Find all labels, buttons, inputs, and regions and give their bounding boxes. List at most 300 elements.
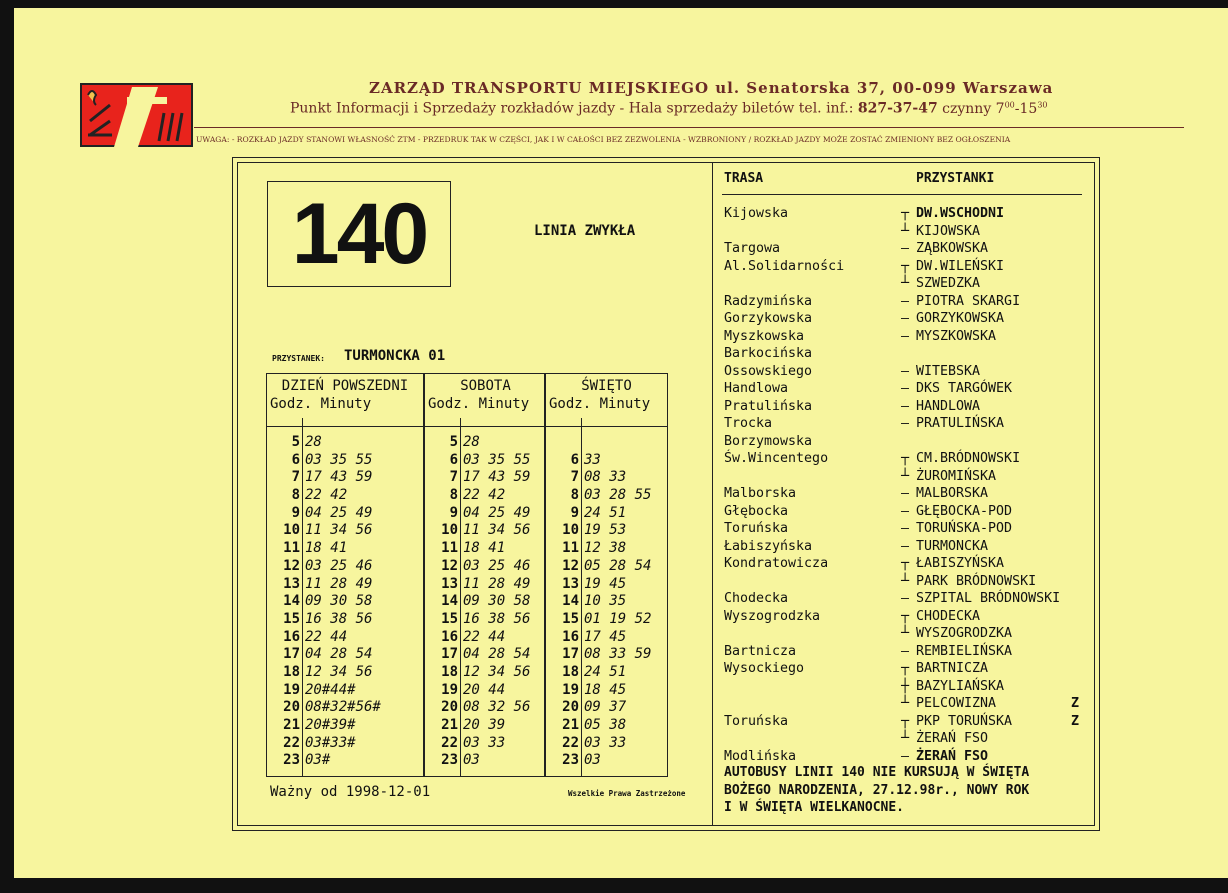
route-row (714, 625, 1094, 643)
route-row (714, 643, 1094, 661)
line-number: 140 (291, 186, 427, 282)
departure-hour: 5 (449, 434, 458, 450)
route-stop: ŻERAŃ FSO (916, 731, 989, 746)
departure-hour: 19 (441, 681, 458, 698)
route-connector: – (900, 486, 909, 501)
route-stop: BARTNICZA (916, 661, 989, 676)
route-connector: – (900, 748, 909, 764)
departure-minutes: 03# (305, 752, 331, 769)
departure-minutes: 03 35 55 (463, 451, 531, 468)
route-stop: DKS TARGÓWEK (916, 381, 1013, 396)
column-subtitle: Godz. Minuty (428, 396, 530, 412)
departure-minutes: 03 28 55 (584, 487, 652, 504)
route-connector: ┴ (900, 731, 909, 746)
stops-header: PRZYSTANKI (916, 171, 995, 186)
departure-hour: 19 (562, 681, 579, 698)
departure-row (425, 540, 546, 558)
departure-minutes: 18 45 (584, 681, 627, 698)
route-connector: ┬ (900, 608, 909, 624)
departure-minutes: 33 (584, 451, 601, 468)
departure-row (425, 735, 546, 753)
departure-hour: 17 (441, 646, 458, 663)
departure-hour: 6 (570, 451, 579, 468)
column-subtitle: Godz. Minuty (549, 396, 651, 412)
weekday-column (267, 374, 423, 776)
route-stop: SZWEDZKA (916, 276, 981, 291)
departure-minutes: 18 41 (463, 540, 506, 557)
route-stop: PKP TORUŃSKA (916, 713, 1013, 729)
column-subtitle: Godz. Minuty (270, 396, 372, 412)
route-row (714, 555, 1094, 573)
route-street: Targowa (724, 241, 781, 256)
departure-hour: 14 (441, 593, 458, 610)
route-stop: REMBIELIŃSKA (916, 643, 1013, 659)
route-street: Wyszogrodzka (724, 608, 821, 624)
departure-minutes: 04 28 54 (463, 646, 531, 663)
departure-hour: 16 (441, 628, 458, 645)
departure-minutes: 05 38 (584, 717, 627, 733)
departure-hour: 12 (283, 557, 300, 574)
saturday-column (423, 374, 546, 776)
route-connector: – (900, 521, 909, 536)
departure-minutes: 22 44 (463, 628, 506, 645)
departure-minutes: 03 33 (463, 734, 506, 751)
route-street: Myszkowska (724, 328, 805, 344)
departure-row (425, 576, 546, 594)
route-row (714, 450, 1094, 468)
route-street: Św.Wincentego (724, 451, 829, 466)
route-row (714, 748, 1094, 766)
departure-row (267, 664, 423, 682)
departure-rows (267, 434, 423, 770)
departure-hour: 18 (441, 663, 458, 680)
organisation-header: ZARZĄD TRANSPORTU MIEJSKIEGO ul. Senatorska 37, 00-099 Warszawa (369, 79, 1054, 97)
departure-row (425, 629, 546, 647)
route-connector: ┬ (900, 451, 909, 466)
route-row (714, 520, 1094, 538)
route-stop: SZPITAL BRÓDNOWSKI (916, 591, 1061, 606)
departure-minutes: 19 53 (584, 522, 627, 539)
departure-minutes: 03 25 46 (463, 557, 531, 574)
departure-hour: 10 (562, 522, 579, 539)
route-row (714, 310, 1094, 328)
departure-minutes: 04 28 54 (305, 646, 373, 663)
route-stop: TURMONCKA (916, 538, 989, 554)
departure-row (425, 717, 546, 735)
departure-row (267, 593, 423, 611)
departure-minutes: 20 44 (463, 681, 506, 698)
departure-row (425, 611, 546, 629)
departure-row (267, 540, 423, 558)
departure-minutes: 28 (305, 434, 322, 450)
departure-row (267, 505, 423, 523)
departure-hour: 13 (562, 575, 579, 592)
departure-row (546, 505, 667, 523)
departure-row (546, 699, 667, 717)
route-stop: GORZYKOWSKA (916, 311, 1005, 326)
departure-hour: 13 (283, 575, 300, 592)
line-type: LINIA ZWYKŁA (534, 223, 636, 239)
header-divider (194, 127, 1184, 128)
route-street: Chodecka (724, 591, 789, 606)
departure-minutes: 20#44# (305, 681, 356, 698)
route-panel (714, 163, 1094, 825)
departure-row (425, 558, 546, 576)
route-stop: TORUŃSKA-POD (916, 521, 1013, 536)
departure-row (546, 558, 667, 576)
route-connector: ┼ (900, 678, 909, 694)
route-row (714, 398, 1094, 416)
column-title: DZIEŃ POWSZEDNI (281, 378, 409, 394)
route-connector: – (900, 643, 909, 659)
departure-hour: 14 (562, 593, 579, 610)
service-note-line: BOŻEGO NARODZENIA, 27.12.98r., NOWY ROK (724, 782, 1030, 798)
departure-minutes: 08 33 (584, 469, 627, 486)
departure-rows (425, 434, 546, 770)
route-row (714, 223, 1094, 241)
departure-minutes: 17 43 59 (463, 469, 531, 486)
route-row (714, 240, 1094, 258)
route-stop: DW.WSCHODNI (916, 206, 1005, 221)
route-row (714, 485, 1094, 503)
route-row (714, 678, 1094, 696)
departure-minutes: 22 42 (463, 487, 506, 504)
departure-hour: 22 (562, 734, 579, 751)
departure-minutes: 08#32#56# (305, 699, 381, 716)
departure-minutes: 09 30 58 (305, 593, 373, 610)
departure-row (546, 522, 667, 540)
route-row (714, 363, 1094, 381)
departure-row (425, 469, 546, 487)
departure-row (546, 487, 667, 505)
route-stop: WITEBSKA (916, 363, 981, 379)
departure-minutes: 03 (463, 752, 480, 769)
route-stop: KIJOWSKA (916, 223, 981, 239)
route-row (714, 538, 1094, 556)
departure-row (425, 646, 546, 664)
departure-row (546, 469, 667, 487)
departure-minutes: 12 38 (584, 540, 627, 557)
departure-row (546, 434, 667, 452)
departure-row (267, 611, 423, 629)
route-row (714, 433, 1094, 451)
departure-row (267, 434, 423, 452)
departure-row (267, 576, 423, 594)
rights-reserved: Wszelkie Prawa Zastrzeżone (568, 789, 686, 798)
departure-minutes: 20 39 (463, 717, 506, 733)
departure-row (546, 717, 667, 735)
departure-hour: 11 (562, 540, 579, 557)
line-number-box (267, 181, 451, 287)
route-row (714, 380, 1094, 398)
route-row (714, 293, 1094, 311)
departure-minutes: 05 28 54 (584, 557, 652, 574)
departures-panel (238, 163, 713, 825)
route-street: Łabiszyńska (724, 538, 813, 554)
route-connector: ┬ (900, 713, 909, 729)
route-street: Trocka (724, 416, 773, 431)
departure-row (267, 558, 423, 576)
route-stop: ZĄBKOWSKA (916, 241, 989, 256)
departure-row (267, 699, 423, 717)
route-stop: PIOTRA SKARGI (916, 293, 1021, 309)
departure-hour: 23 (283, 752, 300, 769)
departure-hour: 6 (291, 451, 300, 468)
departure-minutes: 18 41 (305, 540, 348, 557)
route-street: Malborska (724, 486, 797, 501)
departure-hour: 19 (283, 681, 300, 698)
departure-minutes: 12 34 56 (463, 663, 531, 680)
departure-minutes: 16 38 56 (463, 610, 531, 627)
departure-row (425, 434, 546, 452)
route-stop: HANDLOWA (916, 398, 981, 414)
departure-minutes: 08 33 59 (584, 646, 652, 663)
departure-minutes: 11 28 49 (305, 575, 373, 592)
departure-row (425, 452, 546, 470)
route-stop: DW.WILEŃSKI (916, 258, 1005, 274)
route-connector: ┴ (900, 223, 909, 239)
route-stop: WYSZOGRODZKA (916, 626, 1013, 641)
route-connector: ┬ (900, 258, 909, 274)
route-row (714, 695, 1094, 713)
departure-minutes: 16 38 56 (305, 610, 373, 627)
departure-minutes: 03 (584, 752, 601, 769)
route-row (714, 258, 1094, 276)
route-street: Kijowska (724, 206, 789, 221)
departure-row (267, 487, 423, 505)
departure-hour: 8 (449, 487, 458, 504)
departure-row (425, 487, 546, 505)
departure-hour: 6 (449, 451, 458, 468)
departure-row (546, 540, 667, 558)
departure-row (546, 629, 667, 647)
departure-minutes: 04 25 49 (463, 504, 531, 521)
route-connector: ┴ (900, 626, 909, 641)
route-stop: CHODECKA (916, 608, 981, 624)
departure-hour: 8 (291, 487, 300, 504)
route-connector: – (900, 328, 909, 344)
departure-hour: 9 (291, 504, 300, 521)
route-connector: – (900, 293, 909, 309)
route-stop: CM.BRÓDNOWSKI (916, 451, 1021, 466)
route-divider (722, 194, 1082, 195)
departure-minutes: 11 34 56 (305, 522, 373, 539)
departure-hour: 11 (441, 540, 458, 557)
holiday-column (544, 374, 667, 776)
route-stop: MALBORSKA (916, 486, 989, 501)
route-street: Modlińska (724, 748, 797, 764)
departure-hour: 7 (449, 469, 458, 486)
route-row (714, 713, 1094, 731)
departure-hour: 20 (441, 699, 458, 716)
copyright-notice: UWAGA: - ROZKŁAD JAZDY STANOWI WŁASNOŚĆ ZTM - PRZEDRUK TAK W CZĘŚCI, JAK I W CAŁOŚCI BEZ ZEZWOLENIA - WZBRONIONY / ROZKŁAD JAZDY MOŻE ZOSTAĆ ZMIENIONY BEZ OGŁOSZENIA (196, 135, 1011, 144)
valid-from: Ważny od 1998-12-01 (270, 784, 431, 800)
departure-row (425, 664, 546, 682)
departure-row (546, 452, 667, 470)
departure-hour: 10 (283, 522, 300, 539)
info-point-line (290, 100, 1048, 117)
route-stop: ŻUROMIŃSKA (916, 468, 997, 484)
route-row (714, 573, 1094, 591)
departure-row (267, 629, 423, 647)
route-street: Gorzykowska (724, 311, 813, 326)
route-stop: BAZYLIAŃSKA (916, 678, 1005, 694)
departure-row (425, 752, 546, 770)
service-note-line: AUTOBUSY LINII 140 NIE KURSUJĄ W ŚWIĘTA (724, 765, 1030, 780)
route-stop: ŻERAŃ FSO (916, 748, 989, 764)
departure-hour: 10 (441, 522, 458, 539)
route-connector: – (900, 591, 909, 606)
departure-minutes: 22 44 (305, 628, 348, 645)
departure-hour: 16 (283, 628, 300, 645)
route-connector: – (900, 503, 909, 519)
info-phone: 827-37-47 (857, 100, 938, 117)
departure-row (546, 611, 667, 629)
departure-minutes: 09 30 58 (463, 593, 531, 610)
departure-minutes: 01 19 52 (584, 610, 652, 627)
route-street: Bartnicza (724, 643, 797, 659)
route-street: Barkocińska (724, 346, 813, 361)
route-street: Borzymowska (724, 433, 813, 449)
departure-hour: 15 (562, 610, 579, 627)
departure-row (546, 682, 667, 700)
route-street: Toruńska (724, 521, 789, 536)
route-connector: – (900, 241, 909, 256)
departure-row (425, 505, 546, 523)
departure-row (546, 646, 667, 664)
departure-hour: 12 (441, 557, 458, 574)
stop-name: TURMONCKA 01 (344, 348, 446, 364)
departure-row (546, 576, 667, 594)
route-connector: – (900, 381, 909, 396)
route-row (714, 415, 1094, 433)
route-street: Al.Solidarności (724, 258, 845, 274)
departure-minutes: 24 51 (584, 504, 627, 521)
route-stop: PELCOWIZNA (916, 696, 997, 711)
departure-minutes: 17 43 59 (305, 469, 373, 486)
departure-hour: 20 (283, 699, 300, 716)
route-row (714, 730, 1094, 748)
ztm-logo (80, 83, 193, 147)
timetable-frame (232, 157, 1100, 831)
route-connector: ┬ (900, 556, 909, 571)
route-stop: GŁĘBOCKA-POD (916, 503, 1013, 519)
departure-minutes: 11 28 49 (463, 575, 531, 592)
departure-hour: 18 (562, 663, 579, 680)
route-street: Toruńska (724, 713, 789, 729)
departure-rows (546, 434, 667, 770)
route-stop: ŁABISZYŃSKA (916, 556, 1005, 571)
route-stop: PARK BRÓDNOWSKI (916, 573, 1037, 589)
departure-row (267, 469, 423, 487)
departure-hour: 7 (291, 469, 300, 486)
departure-hour: 12 (562, 557, 579, 574)
departure-row (267, 646, 423, 664)
departure-hour: 5 (291, 434, 300, 450)
departure-minutes: 09 37 (584, 699, 627, 716)
route-connector: – (900, 311, 909, 326)
departure-minutes: 12 34 56 (305, 663, 373, 680)
departure-row (546, 752, 667, 770)
departure-minutes: 19 45 (584, 575, 627, 592)
departure-hour: 15 (441, 610, 458, 627)
departure-row (267, 682, 423, 700)
departure-row (267, 735, 423, 753)
departure-minutes: 08 32 56 (463, 699, 531, 716)
departure-hour: 20 (562, 699, 579, 716)
route-connector: – (900, 538, 909, 554)
departure-hour: 8 (570, 487, 579, 504)
route-connector: ┴ (900, 696, 909, 711)
departure-row (425, 522, 546, 540)
route-street: Wysockiego (724, 661, 805, 676)
departure-hour: 23 (562, 752, 579, 769)
route-row (714, 660, 1094, 678)
route-connector: ┬ (900, 661, 909, 676)
route-header: TRASA (724, 171, 764, 186)
opening-hours: czynny $7^{00}-15^{30}$ (942, 100, 1048, 117)
route-street: Handlowa (724, 381, 789, 396)
timetable-inner-frame (237, 162, 1095, 826)
route-row (714, 503, 1094, 521)
departure-row (267, 452, 423, 470)
departure-minutes: 17 45 (584, 628, 627, 645)
departure-minutes: 11 34 56 (463, 522, 531, 539)
departure-row (546, 664, 667, 682)
departure-minutes: 24 51 (584, 663, 627, 680)
route-row (714, 608, 1094, 626)
route-connector: ┴ (900, 573, 909, 589)
departure-hour: 7 (570, 469, 579, 486)
route-stop: PRATULIŃSKA (916, 416, 1005, 431)
departure-hour: 21 (283, 717, 300, 733)
route-street: Radzymińska (724, 293, 813, 309)
departure-row (546, 735, 667, 753)
departure-hour: 17 (562, 646, 579, 663)
departure-row (267, 717, 423, 735)
route-connector: ┴ (900, 276, 909, 291)
route-connector: ┬ (900, 206, 909, 221)
stop-label: PRZYSTANEK: (272, 354, 325, 363)
route-connector: – (900, 398, 909, 414)
info-point-text: Punkt Informacji i Sprzedaży rozkładów jazdy - Hala sprzedaży biletów tel. inf.: (290, 100, 854, 117)
departure-minutes: 20#39# (305, 717, 356, 733)
route-street: Kondratowicza (724, 556, 829, 571)
departure-hour: 15 (283, 610, 300, 627)
route-street: Głębocka (724, 503, 789, 519)
departure-hour: 18 (283, 663, 300, 680)
departure-hour: 22 (283, 734, 300, 751)
departure-minutes: 10 35 (584, 593, 627, 610)
departure-minutes: 04 25 49 (305, 504, 373, 521)
route-street: Ossowskiego (724, 363, 813, 379)
departure-minutes: 03#33# (305, 734, 356, 751)
departure-hour: 17 (283, 646, 300, 663)
departure-row (267, 752, 423, 770)
departure-hour: 9 (449, 504, 458, 521)
route-row (714, 328, 1094, 346)
column-title: SOBOTA (460, 378, 511, 394)
route-row (714, 590, 1094, 608)
route-row (714, 275, 1094, 293)
departure-hour: 21 (441, 717, 458, 733)
departure-hour: 14 (283, 593, 300, 610)
route-row (714, 468, 1094, 486)
departure-row (267, 522, 423, 540)
departure-minutes: 28 (463, 434, 480, 450)
column-title: ŚWIĘTO (581, 378, 632, 394)
departure-row (425, 699, 546, 717)
